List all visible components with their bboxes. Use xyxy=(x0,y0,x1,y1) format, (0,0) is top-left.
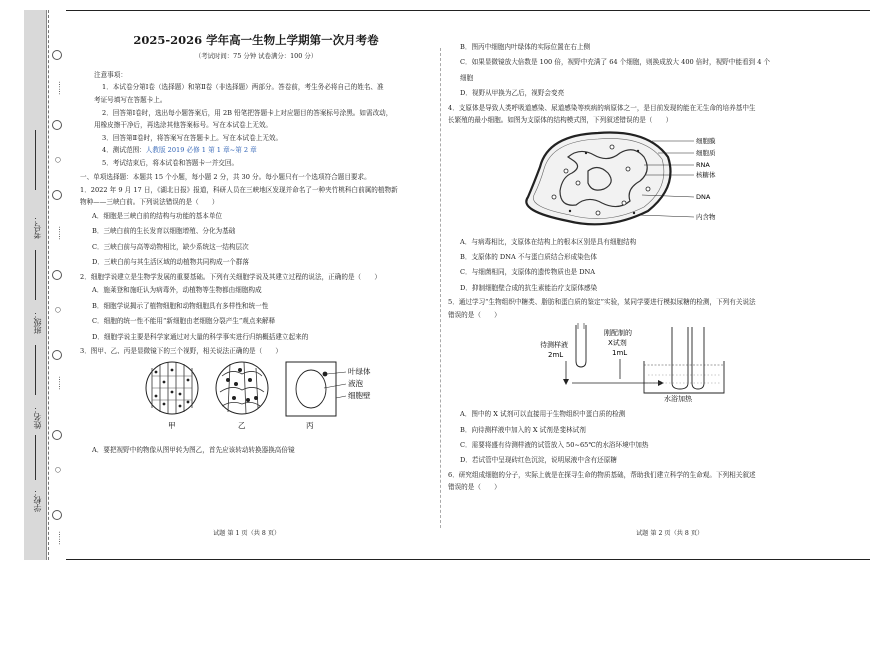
name-label: 姓名： xyxy=(33,405,42,429)
view-bing xyxy=(286,362,371,416)
q2-stem: 2．细胞学说建立是生物学发展的重要基础。下列有关细胞学说及其建立过程的说法，正确的是（ ） xyxy=(80,272,381,281)
exam-title: 2025-2026 学年高一生物上学期第一次月考卷 xyxy=(133,33,379,47)
label-chloroplast: 叶绿体 xyxy=(348,366,371,376)
exam-id-label: 考号： xyxy=(33,215,42,239)
q5-experiment-diagram xyxy=(448,321,860,403)
q1-option-b[interactable]: B．三峡白前的生长发育以细胞增殖、分化为基础 xyxy=(92,227,236,236)
q4-option-c[interactable]: C．与细菌相同，支原体的遗传物质也是 DNA xyxy=(460,268,596,277)
page-footer-left: 试题 第 1 页（共 8 页） xyxy=(213,530,281,537)
label-inclusion: 内含物 xyxy=(696,212,716,221)
test-scope: 人教版 2019 必修 1 第 1 章~第 2 章 xyxy=(145,146,257,155)
binding-hole xyxy=(52,190,62,200)
left-column xyxy=(80,18,432,459)
label-dna: DNA xyxy=(696,192,711,201)
label-cell-wall: 细胞壁 xyxy=(348,390,371,400)
q4-option-b[interactable]: B．支原体的 DNA 不与蛋白质结合形成染色体 xyxy=(460,253,597,261)
label-x-reagent: X试剂 xyxy=(608,339,627,348)
note-item: 2．回答第Ⅰ卷时，选出每小题答案后，用 2B 铅笔把答题卡上对应题目的答案标号涂黑。如需改动， xyxy=(102,108,393,117)
seal-mark: …… xyxy=(54,81,62,95)
name-line xyxy=(35,345,36,395)
q5-stem: 5．通过学习“生物组织中糖类、脂肪和蛋白质的鉴定”实验，某同学要进行模拟尿糖的检测，下列有关说法 xyxy=(448,298,756,307)
q1-option-d[interactable]: D．三峡白前与其生活区域的动植物共同构成一个群落 xyxy=(92,258,249,267)
q5-option-b[interactable]: B．向待测样液中加入的 X 试剂是斐林试剂 xyxy=(460,425,586,434)
q3-microscope-figure xyxy=(80,358,432,438)
note-item-scope: 4．测试范围：人教版 2019 必修 1 第 1 章~第 2 章 xyxy=(102,146,257,155)
label-2ml: 2mL xyxy=(548,351,564,360)
q4-option-d[interactable]: D．抑制细胞壁合成的抗生素能治疗支原体感染 xyxy=(460,283,598,292)
view-yi xyxy=(216,362,268,414)
binding-hole xyxy=(52,430,62,440)
q3-option-c-cont: 细胞 xyxy=(460,73,474,82)
q1-option-a[interactable]: A．细胞是三峡白前的结构与功能的基本单位 xyxy=(92,211,223,220)
label-cytoplasm: 细胞质 xyxy=(696,148,716,157)
seal-mark: …… xyxy=(54,376,62,390)
label-test-sample: 待测样液 xyxy=(540,341,568,350)
note-item: 1．本试卷分第Ⅰ卷（选择题）和第Ⅱ卷（非选择题）两部分。答卷前，考生务必将自己的姓名、准 xyxy=(102,83,384,92)
seal-mark: ○ xyxy=(54,466,62,474)
exam-id-line xyxy=(35,130,36,190)
q4-option-a[interactable]: A．与病毒相比，支原体在结构上的根本区别是具有细胞结构 xyxy=(460,237,637,246)
right-column xyxy=(448,40,860,494)
frame-top xyxy=(66,10,870,11)
q4-mycoplasma-diagram xyxy=(448,127,860,231)
note-item: 用橡皮擦干净后，再选涂其他答案标号。写在本试卷上无效。 xyxy=(94,121,273,130)
column-divider xyxy=(440,48,441,528)
q5-option-d[interactable]: D．若试管中呈现砖红色沉淀，说明尿液中含有还原糖 xyxy=(460,456,617,465)
binding-hole xyxy=(52,120,62,130)
page-footer-right: 试题 第 2 页（共 8 页） xyxy=(636,530,704,537)
q4-stem: 长繁殖的最小细胞。如图为支原体的结构模式图，下列叙述错误的是（ ） xyxy=(448,116,673,125)
q6-stem: 6．研究组成细胞的分子，实际上就是在探寻生命的物质基础，帮助我们建立科学的生命观。下列相关叙述 xyxy=(448,470,756,479)
binding-hole xyxy=(52,350,62,360)
q5-option-c[interactable]: C．需要将盛有待测样液的试管放入 50~65℃的水浴环境中加热 xyxy=(460,441,649,449)
label-ribosome: 核糖体 xyxy=(696,170,716,179)
binding-hole xyxy=(52,50,62,60)
q5-stem: 错误的是（ ） xyxy=(448,310,501,319)
q1-stem: 物种——三峡白前。下列说法错误的是（ ） xyxy=(80,198,219,207)
q4-stem: 4．支原体是导致人类呼吸道感染、尿道感染等疾病的病原体之一，是目前发现的能在无生命的培养基中生 xyxy=(448,103,756,112)
q1-option-c[interactable]: C．三峡白前与高等动物相比，缺少系统这一结构层次 xyxy=(92,242,249,251)
label-rna: RNA xyxy=(696,160,710,169)
school-label: 学校： xyxy=(33,488,42,512)
label-bing: 丙 xyxy=(306,420,314,430)
seal-mark: ○ xyxy=(54,156,62,164)
label-yi: 乙 xyxy=(238,420,246,430)
seal-mark: …… xyxy=(54,226,62,240)
q2-option-b[interactable]: B．细胞学说揭示了植物细胞和动物细胞具有多样性和统一性 xyxy=(92,301,269,310)
school-line xyxy=(35,435,36,480)
seal-mark: ○ xyxy=(54,306,62,314)
q5-option-a[interactable]: A．图中的 X 试剂可以直接用于生物组织中蛋白质的检测 xyxy=(460,410,626,419)
q1-stem: 1．2022 年 9 月 17 日，《湖北日报》报道，科研人员在三峡地区发现并命名了一种夹竹桃科白前属的植物新 xyxy=(80,185,398,194)
seal-mark: …… xyxy=(54,531,62,545)
notes-heading: 注意事项： xyxy=(94,70,127,79)
label-water-bath: 水浴加热 xyxy=(664,395,692,404)
label-vacuole: 液泡 xyxy=(348,378,363,388)
label-cell-membrane: 细胞膜 xyxy=(696,136,716,145)
note-item: 5．考试结束后，将本试卷和答题卡一并交回。 xyxy=(102,158,239,167)
binding-hole xyxy=(52,510,62,520)
note-item: 3．回答第Ⅱ卷时，将答案写在答题卡上。写在本试卷上无效。 xyxy=(102,133,283,142)
exam-subtitle: （考试时间：75 分钟 试卷满分：100 分） xyxy=(194,51,318,60)
section-heading: 一、单项选择题：本题共 15 个小题，每小题 2 分，共 30 分。每小题只有一个选项符合题目要求。 xyxy=(80,173,371,182)
q3-option-a[interactable]: A．要把视野中的物像从图甲转为图乙，首先应该转动转换器换高倍镜 xyxy=(92,446,295,455)
view-jia xyxy=(146,362,198,414)
binding-hole xyxy=(52,270,62,280)
label-jia: 甲 xyxy=(168,420,176,430)
q2-option-c[interactable]: C．细胞的统一性不能用“新细胞由老细胞分裂产生”观点来解释 xyxy=(92,317,276,326)
q3-option-c[interactable]: C．如果显微镜放大倍数是 100 倍，视野中充满了 64 个细胞，则换成放大 400 倍时，视野中能看到 4 个 xyxy=(460,58,771,67)
class-line xyxy=(35,250,36,300)
binding-strip xyxy=(18,10,66,560)
note-item: 考证号填写在答题卡上。 xyxy=(94,95,167,104)
q3-stem: 3．图甲、乙、丙是显微镜下的三个视野，相关说法正确的是（ ） xyxy=(80,347,283,356)
q3-option-b[interactable]: B．图丙中细胞内叶绿体的实际位置在右上侧 xyxy=(460,43,591,51)
class-label: 班级： xyxy=(33,310,42,334)
q6-stem: 错误的是（ ） xyxy=(448,483,501,492)
label-1ml: 1mL xyxy=(612,349,628,358)
q2-option-a[interactable]: A．施莱登和施旺认为病毒外，动植物等生物都由细胞构成 xyxy=(92,286,262,295)
q2-option-d[interactable]: D．细胞学说主要是科学家通过对大量的科学事实进行归纳概括建立起来的 xyxy=(92,332,309,341)
frame-bottom xyxy=(66,559,870,560)
q3-option-d[interactable]: D．视野从甲换为乙后，视野会变亮 xyxy=(460,89,565,98)
label-freshly-prepared: 刚配制的 xyxy=(604,329,632,338)
exam-sheet xyxy=(18,10,870,560)
